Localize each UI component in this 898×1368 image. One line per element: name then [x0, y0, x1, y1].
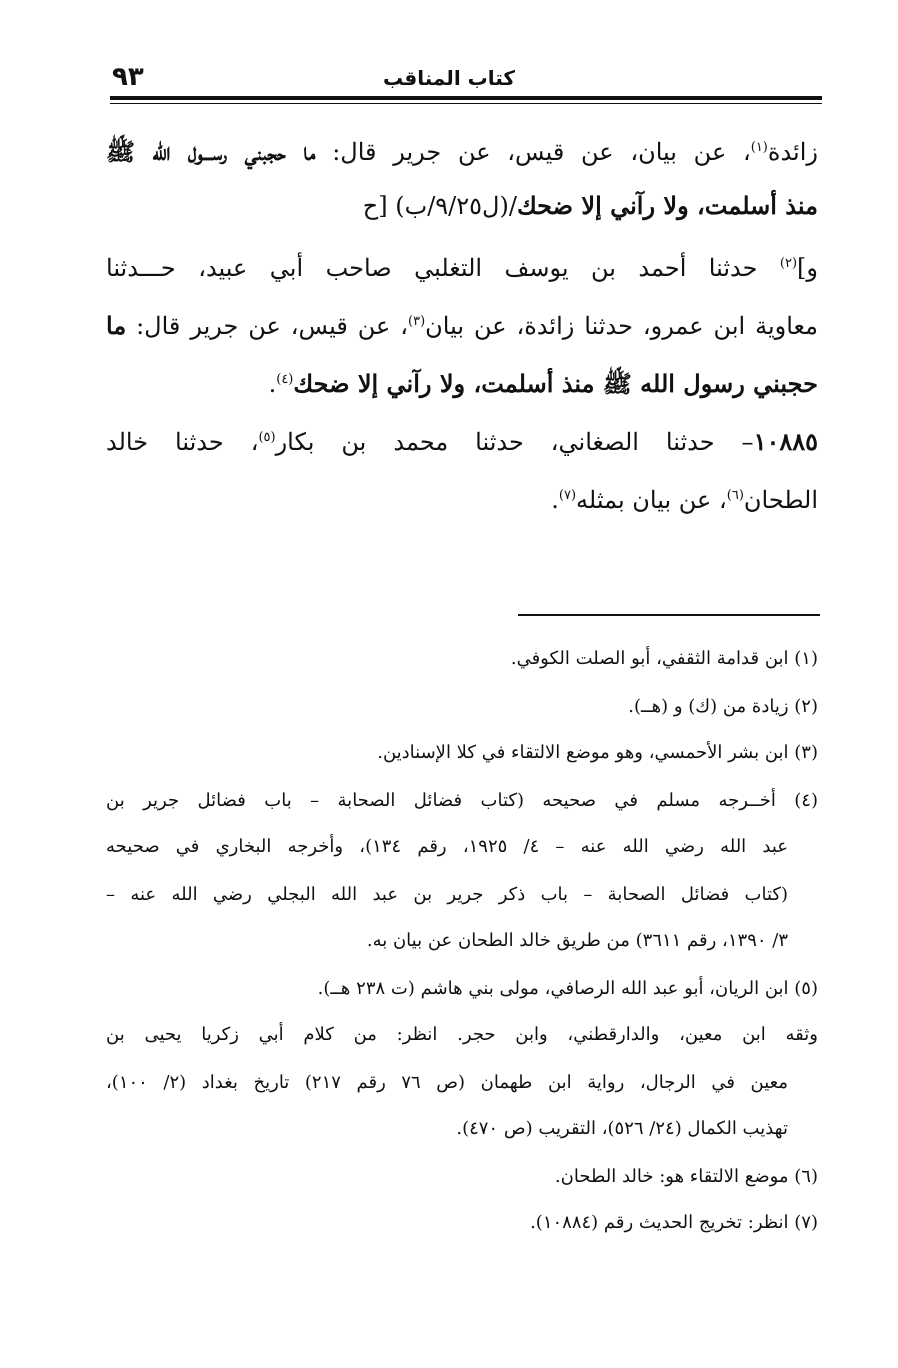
text-span: . [268, 370, 277, 398]
footnote-ref-3[interactable]: (٣) [408, 314, 426, 329]
text-span: زائدة [767, 138, 818, 166]
text-line-7 [106, 476, 818, 520]
footnote-ref-5[interactable]: (٥) [258, 430, 276, 445]
text-line-4 [106, 302, 818, 346]
footnote-ref-6[interactable]: (٦) [726, 488, 744, 503]
footnote-3: (٣) ابن بشر الأحمسي، وهو موضع الالتقاء في كلا الإسنادين. [377, 742, 818, 763]
running-title: كتاب المناقب [382, 66, 516, 90]
text-line-1 [106, 128, 818, 172]
footnote-4-line-3: (كتاب فضائل الصحابة – باب ذكر جرير بن عبد الله البجلي رضي الله عنه – [106, 884, 788, 905]
text-span: ، عن بيان بمثله [576, 486, 727, 514]
page-number: ٩٣ [112, 62, 144, 92]
text-span: ، عن بيان، عن قيس، عن جرير قال: [315, 138, 751, 166]
header-rule-thick [110, 96, 822, 100]
footnote-ref-4[interactable]: (٤) [276, 372, 294, 387]
hadith-number: ١٠٨٨٥ [753, 427, 818, 456]
footnote-5-line-3: معين في الرجال، رواية ابن طهمان (ص ٧٦ رقم ٢١٧) تاريخ بغداد (٢/ ١٠٠)، [106, 1072, 788, 1093]
footnote-1: (١) ابن قدامة الثقفي، أبو الصلت الكوفي. [510, 648, 818, 669]
footnote-ref-1[interactable]: (١) [750, 140, 768, 155]
footnote-4-line-1: (٤) أخــرجه مسلم في صحيحه (كتاب فضائل الصحابة – باب فضائل جرير بن [106, 790, 818, 811]
footnote-7: (٧) انظر: تخريج الحديث رقم (١٠٨٨٤). [530, 1212, 818, 1233]
footnote-2: (٢) زيادة من (ك) و (هــ). [628, 696, 818, 717]
text-span: حدثنا أحمد بن يوسف التغلبي صاحب أبي عبيد، حـــدثنا [106, 254, 780, 282]
text-span: . [551, 486, 559, 514]
footnote-4-line-4: ٣/ ١٣٩٠، رقم ٣٦١١) من طريق خالد الطحان عن بيان به. [366, 930, 788, 951]
hadith-text-bold: ما [106, 311, 127, 340]
manuscript-reference: /(ل٩/٢٥/ب) [ح [362, 192, 517, 220]
text-span: و] [797, 254, 818, 282]
footnote-separator [518, 614, 820, 616]
footnote-4-line-2: عبد الله رضي الله عنه – ٤/ ١٩٢٥، رقم ١٣٤)، وأخرجه البخاري في صحيحه [106, 836, 788, 857]
hadith-text-bold: ما حجبني رســـول الله ﷺ [106, 137, 316, 166]
text-span: – حدثنا الصغاني، حدثنا محمد بن بكار [275, 428, 754, 456]
text-span: معاوية ابن عمرو، حدثنا زائدة، عن بيان [425, 312, 818, 340]
footnote-5-line-2: وثقه ابن معين، والدارقطني، وابن حجر. انظر: من كلام أبي زكريا يحيى بن [106, 1024, 818, 1045]
text-line-2 [106, 186, 818, 230]
footnote-ref-7[interactable]: (٧) [558, 488, 577, 503]
footnote-ref-2[interactable]: (٢) [779, 256, 798, 271]
text-span: الطحان [743, 486, 818, 514]
footnote-5-line-4: تهذيب الكمال (٢٤/ ٥٢٦)، التقريب (ص ٤٧٠). [456, 1118, 788, 1139]
text-line-6 [106, 418, 818, 462]
text-span: ، عن قيس، عن جرير قال: [126, 312, 409, 340]
hadith-text-bold: منذ أسلمت، ولا رآني إلا ضحك [516, 191, 818, 220]
header-rule-thin [110, 103, 822, 104]
hadith-text-bold: حجبني رسول الله ﷺ منذ أسلمت، ولا رآني إلا ضحك [293, 369, 818, 398]
text-line-5 [106, 360, 818, 404]
text-line-3 [106, 244, 818, 288]
footnote-6: (٦) موضع الالتقاء هو: خالد الطحان. [554, 1166, 818, 1187]
footnote-5-line-1: (٥) ابن الريان، أبو عبد الله الرصافي، مولى بني هاشم (ت ٢٣٨ هــ). [317, 978, 818, 999]
text-span: ، حدثنا خالد [106, 428, 259, 456]
